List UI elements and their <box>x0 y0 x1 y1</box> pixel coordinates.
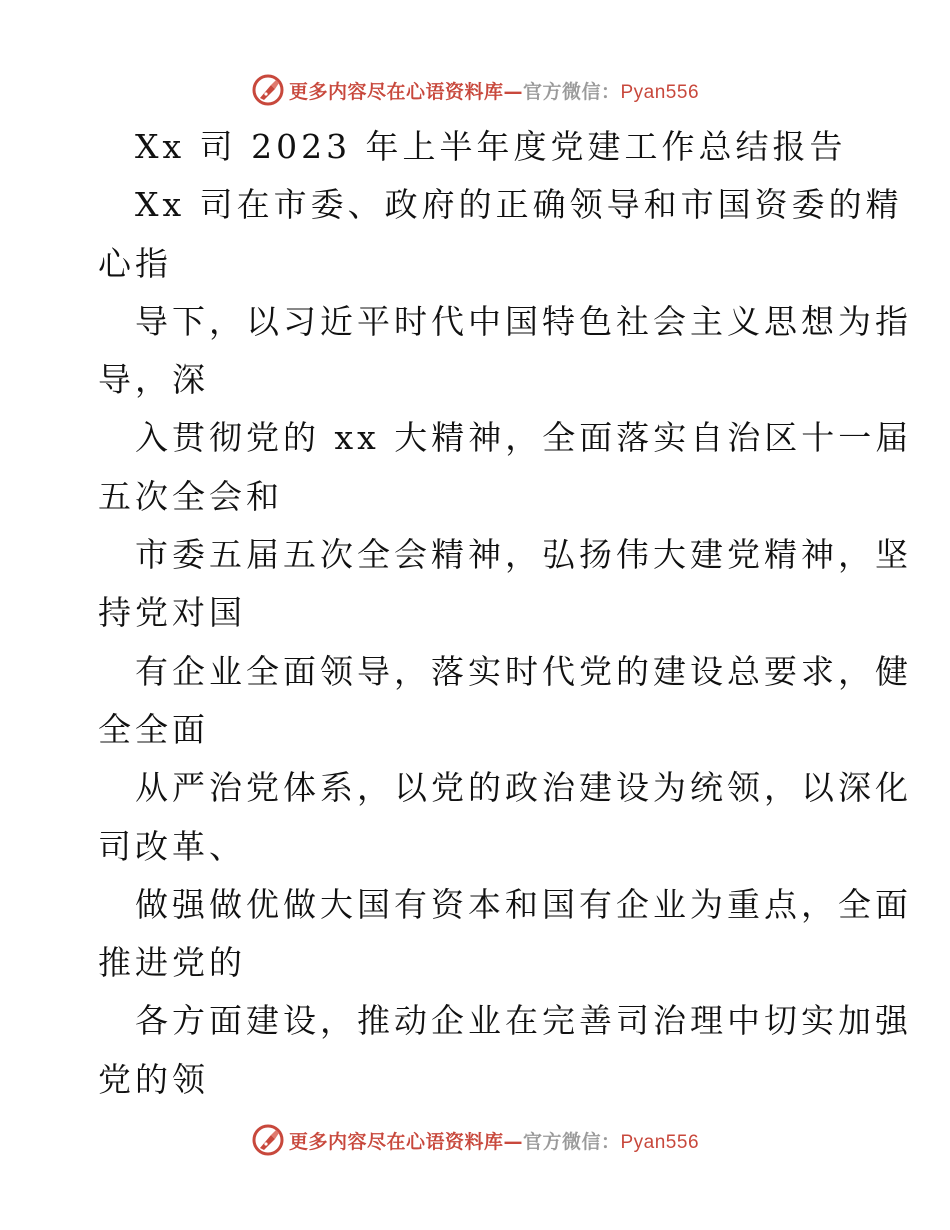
body-line: 导下，以习近平时代中国特色社会主义思想为指 <box>135 301 912 341</box>
body-line: 各方面建设，推动企业在完善司治理中切实加强 <box>135 1001 912 1041</box>
body-line: 入贯彻党的 xx 大精神，全面落实自治区十一届 <box>135 418 913 458</box>
body-line: 五次全会和 <box>98 476 283 516</box>
body-line: 全全面 <box>98 709 209 749</box>
body-line: 党的领 <box>98 1059 209 1099</box>
body-line: 有企业全面领导，落实时代党的建设总要求，健 <box>135 651 912 691</box>
body-line: Xx 司在市委、政府的正确领导和市国资委的精 <box>135 185 903 225</box>
pen-nib-logo-icon <box>251 73 285 107</box>
body-line: 做强做优做大国有资本和国有企业为重点，全面 <box>135 884 912 924</box>
header-separator: — <box>503 80 523 103</box>
document-title: Xx 司 2023 年上半年度党建工作总结报告 <box>135 127 847 166</box>
document-body <box>98 118 913 1109</box>
body-line: 持党对国 <box>98 593 246 633</box>
body-line: 市委五届五次全会精神，弘扬伟大建党精神，坚 <box>135 535 912 575</box>
footer-promo-text: 更多内容尽在心语资料库 <box>288 1130 504 1153</box>
body-line: 司改革、 <box>98 826 246 866</box>
footer-wechat-id: Pyan556 <box>620 1131 700 1153</box>
footer-separator: — <box>503 1130 523 1153</box>
body-line: 推进党的 <box>98 943 246 983</box>
body-line: 从严治党体系，以党的政治建设为统领，以深化 <box>135 768 912 808</box>
body-line: 导，深 <box>98 360 209 400</box>
pen-nib-logo-icon <box>251 1123 285 1157</box>
header-wechat-label: 官方微信： <box>522 80 621 103</box>
body-line: 心指 <box>98 243 172 283</box>
header-banner-text <box>289 77 699 104</box>
header-wechat-id: Pyan556 <box>620 81 700 103</box>
header-banner <box>0 70 950 110</box>
footer-wechat-label: 官方微信： <box>522 1130 621 1153</box>
header-promo-text: 更多内容尽在心语资料库 <box>288 80 504 103</box>
footer-banner <box>0 1120 950 1160</box>
footer-banner-text <box>289 1127 699 1154</box>
